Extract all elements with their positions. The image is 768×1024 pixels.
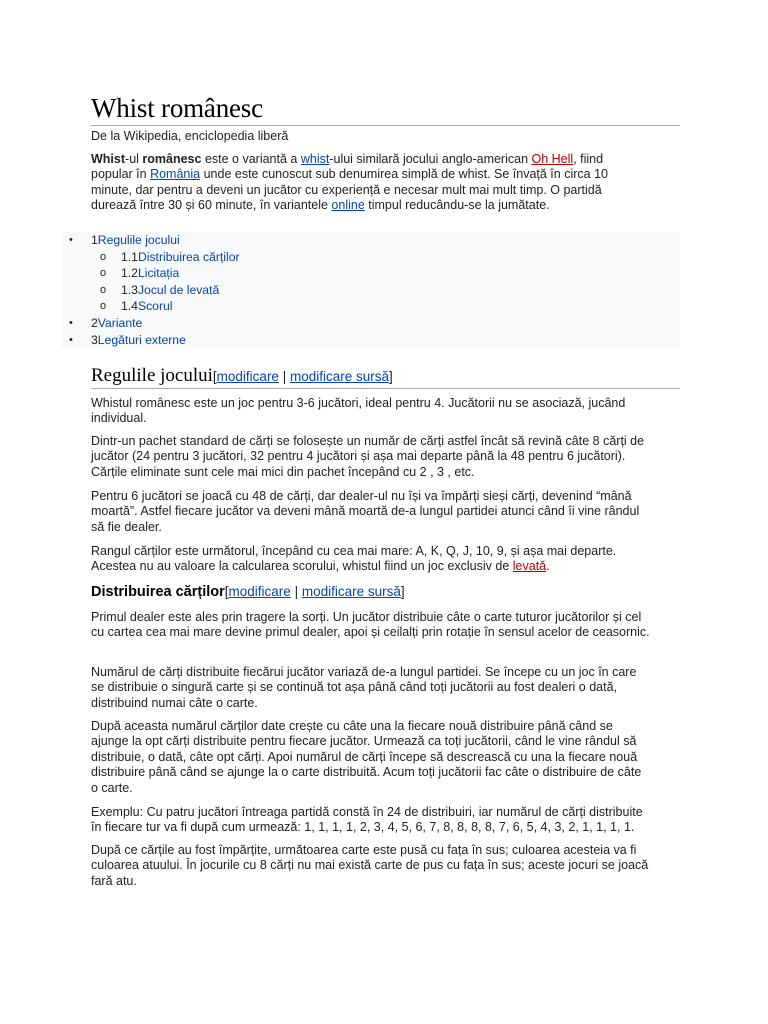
link-online[interactable]: online xyxy=(331,198,365,213)
edit-section-links: [modificare | modificare sursă] xyxy=(212,369,393,384)
toc-bullet: • xyxy=(69,333,73,346)
toc-item-jocul-de-levata[interactable]: o 1.3Jocul de levată xyxy=(61,282,680,299)
link-oh-hell[interactable]: Oh Hell xyxy=(531,152,574,166)
edit-source-link[interactable]: modificare sursă xyxy=(289,369,390,384)
paragraph: Exemplu: Cu patru jucători întreaga partidă constă în 24 de distribuiri, iar numărul de cărți distribuite în fiecare tur va fi după cum urmează: 1, 1, 1, 1, 2, 3, 4, 5, 6, 7, 8, 8, 8, 8, 7, 6, 5, 4, 3, 2, 1, 1, 1, 1. xyxy=(91,805,643,835)
paragraph: Dintr-un pachet standard de cărți se folosește un număr de cărți astfel încât să revină câte 8 cărți de jucător (24 pentru 3 jucători, 32 pentru 4 jucători și așa mai departe până la 48 pentru 6 jucători). Cărțile eliminate sunt cele mai mici din pachet începând cu 2 , 3 , etc. xyxy=(91,434,645,479)
title-divider xyxy=(91,125,680,126)
paragraph: După ce cărțile au fost împărțite, următoarea carte este pusă cu fața în sus; culoarea acesteia va fi culoarea atuului. În jocurile cu 8 cărți nu mai există carte de pus cu fața în sus; aceste jocuri se joacă fară atu. xyxy=(91,843,649,888)
intro-bold-romanesc: românesc xyxy=(142,152,202,166)
toc-bullet: o xyxy=(100,283,107,296)
paragraph: După aceasta numărul cărților date crește cu câte una la fiecare nouă distribuire până când se ajunge la opt cărți distribuite pentru fiecare jucător. Urmează ca toți jucătorii, când le vine rândul să distribuie, o dată, câte opt cărți. Apoi numărul de cărți începe să descrească cu una la fiecare nouă distribuire până când se ajunge la o carte distribuită. Acum toți jucătorii fac câte o distribuire de câte o carte. xyxy=(91,719,642,795)
paragraph: Whistul românesc este un joc pentru 3-6 jucători, ideal pentru 4. Jucătorii nu se asociază, jucând individual. xyxy=(91,396,626,426)
section-divider xyxy=(91,388,680,389)
table-of-contents xyxy=(61,232,680,348)
toc-link[interactable]: Jocul de levată xyxy=(137,282,220,297)
section-heading-regulile-jocului: Regulile jocului[modificare | modificare sursă] xyxy=(91,365,393,386)
toc-item-licitatia[interactable]: o 1.2Licitația xyxy=(61,265,680,282)
toc-item-distribuirea-cartilor[interactable]: o 1.1Distribuirea cărților xyxy=(61,249,680,266)
toc-link[interactable]: Variante xyxy=(97,315,143,330)
toc-link[interactable]: Scorul xyxy=(137,299,173,314)
edit-section-links: [modificare | modificare sursă] xyxy=(224,584,405,599)
page-title: Whist românesc xyxy=(91,93,263,123)
toc-bullet: • xyxy=(69,234,73,246)
toc-bullet: o xyxy=(100,300,107,313)
paragraph: Pentru 6 jucători se joacă cu 48 de cărți, dar dealer-ul nu își va împărți sieși cărți, devenind “mână moartă”. Astfel fiecare jucător va deveni mână moartă de-a lungul partidei atunci când îi vine rândul să fie dealer. xyxy=(91,489,640,534)
toc-link[interactable]: Distribuirea cărților xyxy=(137,249,240,264)
paragraph: Primul dealer este ales prin tragere la sorți. Un jucător distribuie câte o carte tuturor jucătorilor și cel cu cartea cea mai mare devine primul dealer, apoi și ceilalți prin rotație în sensul acelor de ceasornic. xyxy=(91,610,650,640)
paragraph: Rangul cărților este următorul, începând cu cea mai mare: A, K, Q, J, 10, 9, și așa mai departe. Acestea nu au valoare la calcularea scorului, whistul fiind un joc exclusiv de levată. xyxy=(91,544,617,574)
toc-item-variante[interactable]: • 2Variante xyxy=(61,315,680,332)
toc-item-legaturi-externe[interactable]: • 3Legături externe xyxy=(61,332,680,349)
intro-paragraph: Whist-ul românesc este o variantă a whist-ului similară jocului anglo-american Oh Hell, fiind popular în România unde este cunoscut sub denumirea simplă de whist. Se învață în circa 10 minute, dar pentru a deveni un jucător cu experiență e necesar mult mai mult timp. O partidă durează între 30 și 60 minute, în variantele online timpul reducându-se la jumătate. xyxy=(91,152,608,213)
intro-bold-whist: Whist xyxy=(91,152,126,166)
link-romania[interactable]: România xyxy=(150,167,201,182)
section-heading-distribuirea-cartilor: Distribuirea cărților[modificare | modificare sursă] xyxy=(91,584,405,600)
toc-bullet: • xyxy=(69,316,73,329)
toc-bullet: o xyxy=(100,250,107,263)
edit-link[interactable]: modificare xyxy=(228,584,291,599)
edit-link[interactable]: modificare xyxy=(216,369,279,384)
toc-link[interactable]: Licitația xyxy=(137,266,180,281)
link-levata[interactable]: levată xyxy=(512,559,547,574)
edit-source-link[interactable]: modificare sursă xyxy=(301,584,401,599)
link-whist[interactable]: whist xyxy=(300,152,330,166)
toc-item-scorul[interactable]: o 1.4Scorul xyxy=(61,298,680,315)
toc-link[interactable]: Legături externe xyxy=(97,332,186,347)
site-subtitle: De la Wikipedia, enciclopedia liberă xyxy=(91,129,289,143)
toc-bullet: o xyxy=(100,267,107,280)
toc-item-regulile-jocului[interactable]: • 1Regulile jocului xyxy=(61,232,680,249)
paragraph: Numărul de cărți distribuite fiecărui jucător variază de-a lungul partidei. Se începe cu un joc în care se distribuie o singură carte și se continuă tot așa până când toți jucătorii au fost dealeri o dată, distribuind numai câte o carte. xyxy=(91,665,637,710)
toc-link[interactable]: Regulile jocului xyxy=(97,233,180,247)
